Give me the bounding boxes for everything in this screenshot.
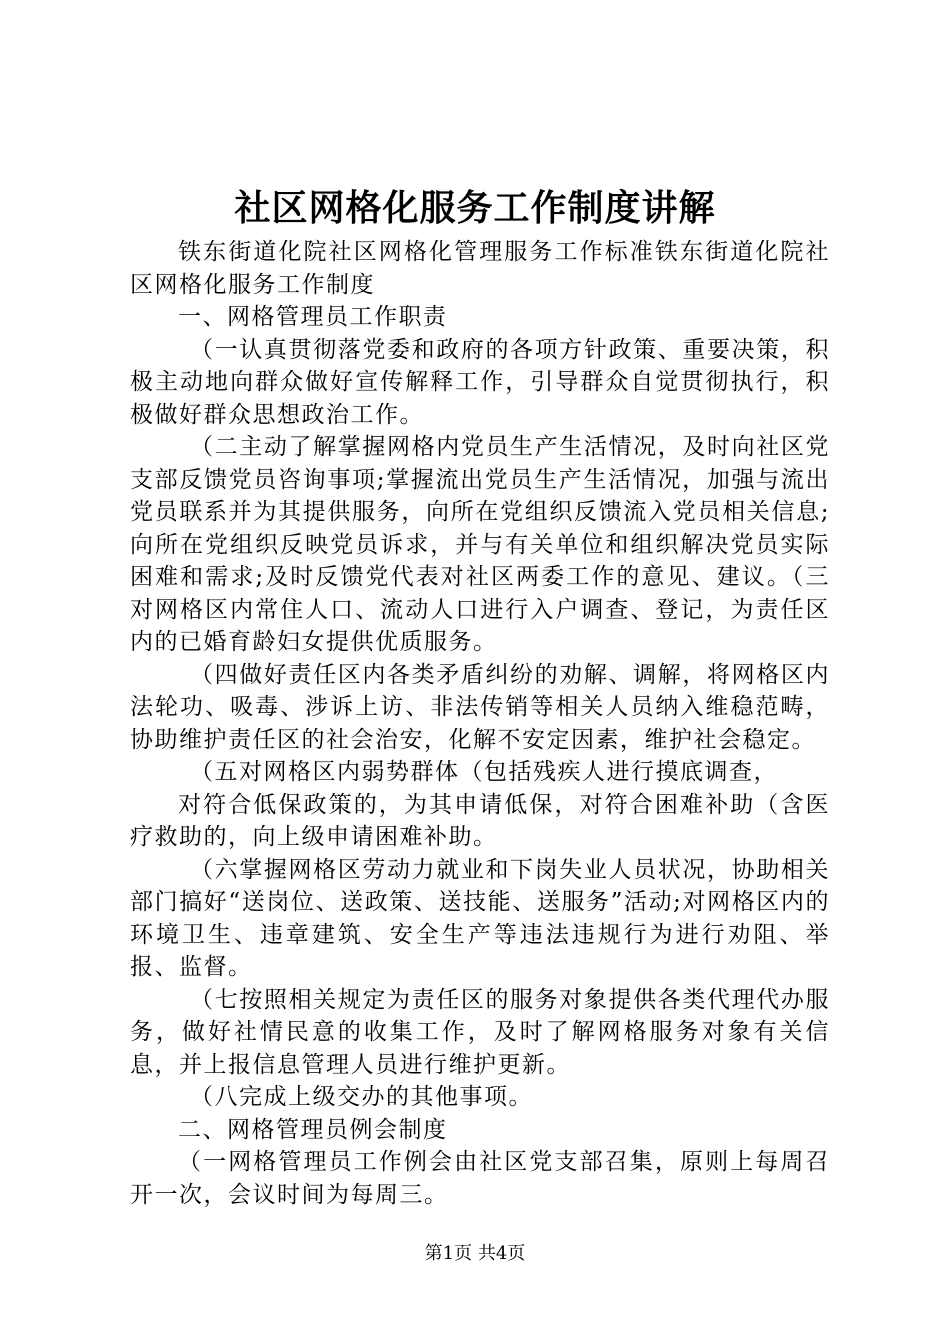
document-title: 社区网格化服务工作制度讲解 (234, 187, 716, 229)
section-heading-2: 二、网格管理员例会制度 (178, 1116, 448, 1143)
paragraph-item-4: （四做好责任区内各类矛盾纠纷的劝解、调解，将网格区内法轮功、吸毒、涉诉上访、非法传销等相关人员纳入维稳范畴，协助维护责任区的社会治安，化解不安定因素，维护社会稳定。 (130, 661, 830, 753)
paragraph-item-1: （一认真贯彻落党委和政府的各项方针政策、重要决策，积极主动地向群众做好宣传解释工作，引导群众自觉贯彻执行，积极做好群众思想政治工作。 (130, 336, 830, 428)
section-heading-1: 一、网格管理员工作职责 (178, 304, 448, 330)
document-body (130, 236, 830, 1211)
page-number: 第1页 共4页 (424, 1243, 526, 1264)
paragraph-item-5: （五对网格区内弱势群体（包括残疾人进行摸底调查， (190, 759, 778, 785)
paragraph-item-8: （八完成上级交办的其他事项。 (190, 1084, 533, 1110)
paragraph-item-6: （六掌握网格区劳动力就业和下岗失业人员状况，协助相关部门搞好“送岗位、送政策、送技能、送服务”活动;对网格区内的环境卫生、违章建筑、安全生产等违法违规行为进行劝阻、举报、监督。 (130, 856, 830, 980)
paragraph-item-7: （七按照相关规定为责任区的服务对象提供各类代理代办服务，做好社情民意的收集工作，及时了解网格服务对象有关信息，并上报信息管理人员进行维护更新。 (130, 986, 830, 1078)
intro-paragraph: 铁东街道化院社区网格化管理服务工作标准铁东街道化院社区网格化服务工作制度 (130, 239, 830, 298)
paragraph-item-2: （二主动了解掌握网格内党员生产生活情况，及时向社区党支部反馈党员咨询事项;掌握流出党员生产生活情况，加强与流出党员联系并为其提供服务，向所在党组织反馈流入党员相关信息;向所在党组织反映党员诉求，并与有关单位和组织解决党员实际困难和需求;及时反馈党代表对社区两委工作的意见、建议。（三对网格区内常住人口、流动人口进行入户调查、登记，为责任区内的已婚育龄妇女提供优质服务。 (130, 434, 830, 655)
paragraph-meeting-1: （一网格管理员工作例会由社区党支部召集，原则上每周召开一次，会议时间为每周三。 (130, 1149, 830, 1208)
paragraph-item-5-cont: 对符合低保政策的，为其申请低保，对符合困难补助（含医疗救助的，向上级申请困难补助。 (130, 791, 830, 850)
